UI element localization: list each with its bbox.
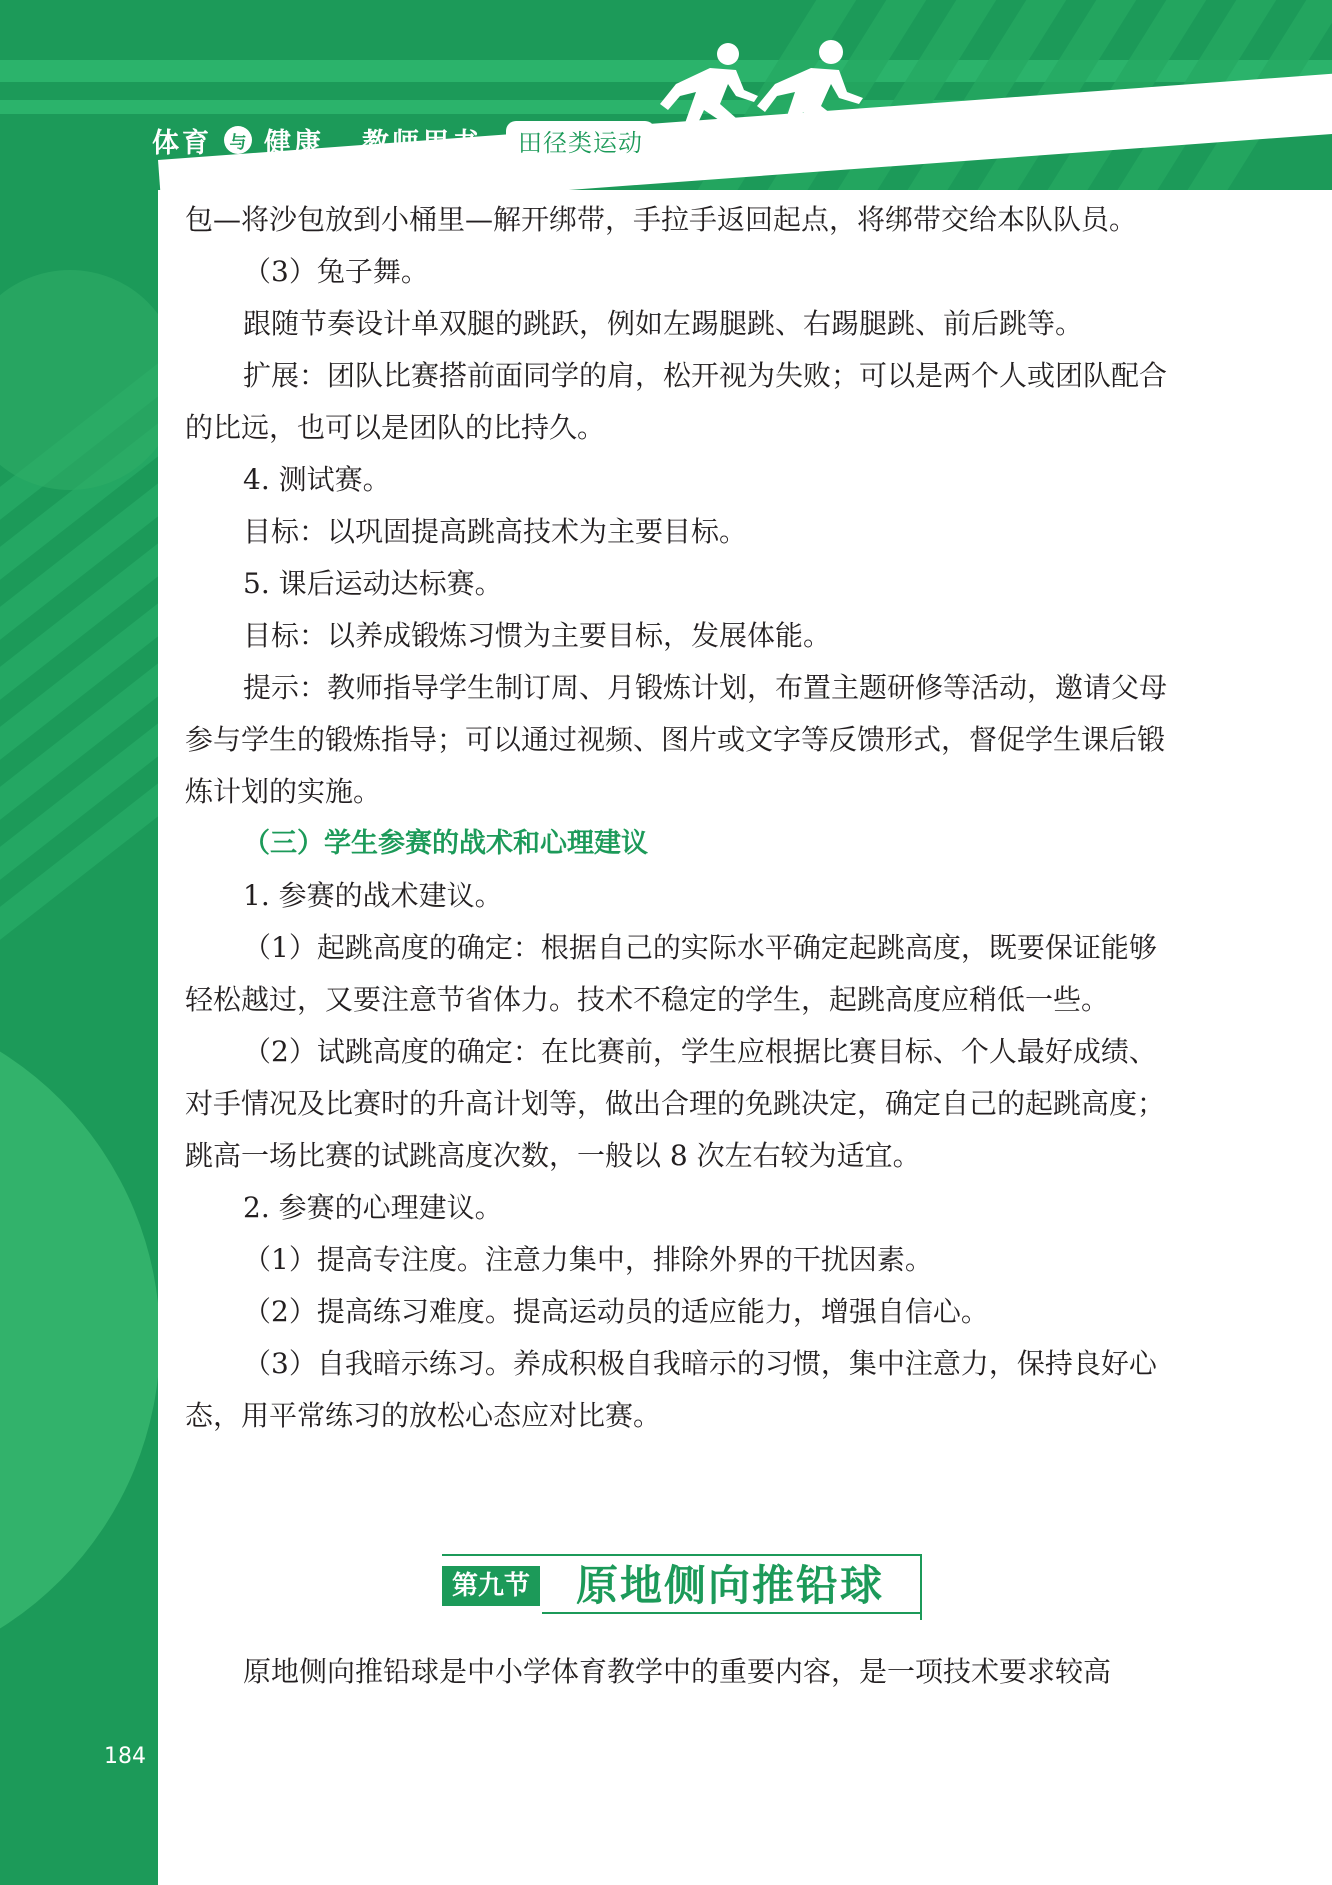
paragraph: （1）提高专注度。注意力集中，排除外界的干扰因素。 (243, 1243, 933, 1276)
paragraph: （3）兔子舞。 (243, 255, 429, 288)
paragraph: 1. 参赛的战术建议。 (243, 879, 503, 912)
paragraph: 包—将沙包放到小桶里—解开绑带，手拉手返回起点，将绑带交给本队队员。 (185, 203, 1138, 236)
paragraph: （1）起跳高度的确定：根据自己的实际水平确定起跳高度，既要保证能够轻松越过，又要注意节省体力。技术不稳定的学生，起跳高度应稍低一些。 (185, 931, 1157, 1016)
left-decorative-band (0, 0, 158, 1885)
paragraph: （2）提高练习难度。提高运动员的适应能力，增强自信心。 (243, 1295, 989, 1328)
decorative-circle (0, 1000, 158, 1680)
paragraph: 目标：以养成锻炼习惯为主要目标，发展体能。 (243, 619, 832, 652)
header-category-tag: 田径类运动 (506, 121, 655, 160)
paragraph: 2. 参赛的心理建议。 (243, 1191, 503, 1224)
header-title-joiner: 与 (224, 126, 252, 154)
subsection-heading: （三）学生参赛的战术和心理建议 (243, 828, 648, 859)
header-title-part2: 健康 (264, 127, 324, 159)
paragraph: 5. 课后运动达标赛。 (243, 567, 503, 600)
section-title: 原地侧向推铅球 (576, 1561, 885, 1610)
paragraph: 扩展：团队比赛搭前面同学的肩，松开视为失败；可以是两个人或团队配合的比远，也可以是团队的比持久。 (185, 359, 1168, 444)
paragraph: 提示：教师指导学生制订周、月锻炼计划，布置主题研修等活动，邀请父母参与学生的锻炼指导；可以通过视频、图片或文字等反馈形式，督促学生课后锻炼计划的实施。 (185, 671, 1168, 808)
paragraph: （2）试跳高度的确定：在比赛前，学生应根据比赛目标、个人最好成绩、对手情况及比赛时的升高计划等，做出合理的免跳决定，确定自己的起跳高度；跳高一场比赛的试跳高度次数，一般以 8 次左右较为适宜。 (185, 1035, 1166, 1172)
section-heading (442, 1554, 922, 1620)
page-number: 184 (104, 1744, 146, 1769)
header-title-part3: 教师用书 (362, 127, 482, 159)
paragraph: 4. 测试赛。 (243, 463, 391, 496)
header-title (152, 122, 655, 158)
paragraph: 原地侧向推铅球是中小学体育教学中的重要内容，是一项技术要求较高 (243, 1655, 1112, 1688)
header-title-part1: 体育 (152, 127, 212, 159)
runner-icon (735, 38, 875, 163)
page-header (0, 0, 1332, 190)
section-number-badge: 第九节 (442, 1566, 540, 1606)
paragraph: （3）自我暗示练习。养成积极自我暗示的习惯，集中注意力，保持良好心态，用平常练习的放松心态应对比赛。 (185, 1347, 1157, 1432)
paragraph: 目标：以巩固提高跳高技术为主要目标。 (243, 515, 748, 548)
body-text (185, 194, 1177, 1442)
paragraph: 跟随节奏设计单双腿的跳跃，例如左踢腿跳、右踢腿跳、前后跳等。 (243, 307, 1084, 340)
decorative-circle (0, 270, 158, 490)
